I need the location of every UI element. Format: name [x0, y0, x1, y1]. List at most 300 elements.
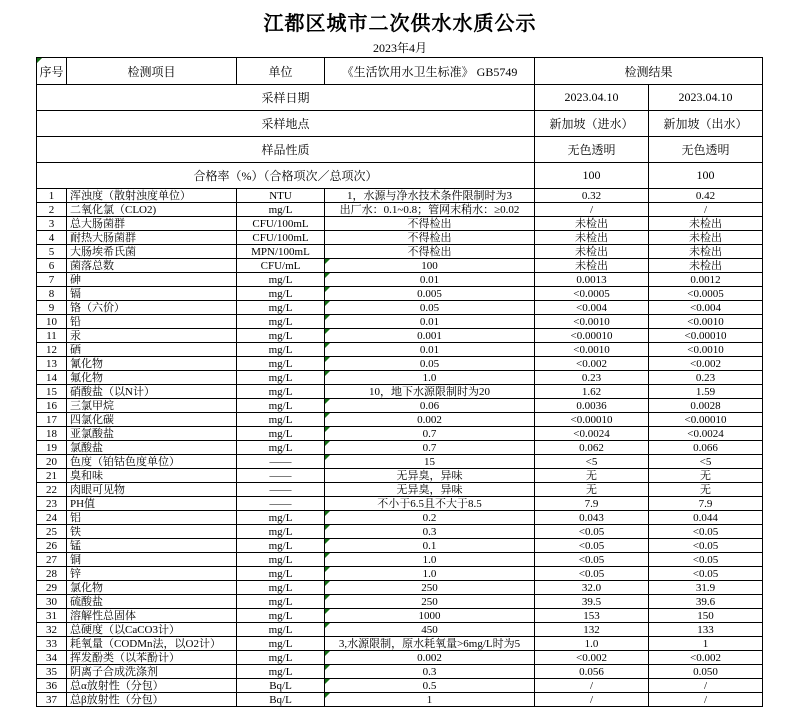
result-outlet: <0.002 — [649, 651, 763, 665]
result-outlet: / — [649, 203, 763, 217]
table-row — [37, 483, 763, 497]
result-outlet: 1.59 — [649, 385, 763, 399]
excel-flag-icon — [325, 273, 330, 278]
table-row — [37, 217, 763, 231]
table-row — [37, 623, 763, 637]
standard-value: 0.2 — [325, 511, 535, 525]
standard-value: 10，地下水源限制时为20 — [325, 385, 535, 399]
result-outlet: 39.6 — [649, 595, 763, 609]
unit: mg/L — [237, 399, 325, 413]
result-outlet: 无 — [649, 469, 763, 483]
table-row — [37, 581, 763, 595]
unit: CFU/100mL — [237, 231, 325, 245]
item-name: 锌 — [67, 567, 237, 581]
row-index: 15 — [37, 385, 67, 399]
item-name: 浑浊度（散射浊度单位） — [67, 189, 237, 203]
row-index: 26 — [37, 539, 67, 553]
standard-value: 1.0 — [325, 553, 535, 567]
table-row — [37, 553, 763, 567]
unit: mg/L — [237, 385, 325, 399]
item-name: 菌落总数 — [67, 259, 237, 273]
table-row — [37, 525, 763, 539]
item-name: 四氯化碳 — [67, 413, 237, 427]
table-row — [37, 385, 763, 399]
result-inlet: <0.05 — [535, 525, 649, 539]
info-value-outlet: 100 — [649, 163, 763, 189]
item-name: 铅 — [67, 315, 237, 329]
info-row — [37, 111, 763, 137]
excel-flag-icon — [325, 399, 330, 404]
unit: mg/L — [237, 329, 325, 343]
result-inlet: 132 — [535, 623, 649, 637]
standard-value: 1000 — [325, 609, 535, 623]
excel-flag-icon — [325, 343, 330, 348]
water-quality-table — [36, 57, 763, 707]
item-name: 镉 — [67, 287, 237, 301]
standard-value: 不小于6.5且不大于8.5 — [325, 497, 535, 511]
result-outlet: 未检出 — [649, 217, 763, 231]
col-header-index-label: 序号 — [39, 64, 64, 79]
item-name: 汞 — [67, 329, 237, 343]
item-name: 氟化物 — [67, 371, 237, 385]
result-inlet: <0.0024 — [535, 427, 649, 441]
standard-value: 0.5 — [325, 679, 535, 693]
unit: mg/L — [237, 315, 325, 329]
unit: mg/L — [237, 273, 325, 287]
row-index: 34 — [37, 651, 67, 665]
table-row — [37, 497, 763, 511]
row-index: 19 — [37, 441, 67, 455]
item-name: 色度（铂钴色度单位） — [67, 455, 237, 469]
result-inlet: 0.056 — [535, 665, 649, 679]
excel-flag-icon — [325, 301, 330, 306]
table-row — [37, 189, 763, 203]
result-outlet: / — [649, 679, 763, 693]
standard-value: 3,水源限制，原水耗氧量>6mg/L时为5 — [325, 637, 535, 651]
info-value-outlet: 新加坡（出水） — [649, 111, 763, 137]
result-outlet: 31.9 — [649, 581, 763, 595]
standard-value: 0.002 — [325, 413, 535, 427]
table-row — [37, 245, 763, 259]
result-outlet: 0.044 — [649, 511, 763, 525]
col-header-index — [37, 58, 67, 85]
result-outlet: <0.0010 — [649, 315, 763, 329]
table-row — [37, 665, 763, 679]
unit: mg/L — [237, 203, 325, 217]
unit: mg/L — [237, 581, 325, 595]
item-name: 三氯甲烷 — [67, 399, 237, 413]
unit: mg/L — [237, 343, 325, 357]
item-name: 耐热大肠菌群 — [67, 231, 237, 245]
standard-value: 250 — [325, 581, 535, 595]
info-label: 样品性质 — [37, 137, 535, 163]
result-outlet: 7.9 — [649, 497, 763, 511]
row-index: 3 — [37, 217, 67, 231]
row-index: 5 — [37, 245, 67, 259]
table-row — [37, 679, 763, 693]
row-index: 14 — [37, 371, 67, 385]
result-inlet: 1.0 — [535, 637, 649, 651]
standard-value: 0.06 — [325, 399, 535, 413]
result-inlet: 1.62 — [535, 385, 649, 399]
item-name: 总硬度（以CaCO3计） — [67, 623, 237, 637]
item-name: 挥发酚类（以苯酚计） — [67, 651, 237, 665]
unit: Bq/L — [237, 693, 325, 707]
result-outlet: <0.0024 — [649, 427, 763, 441]
excel-flag-icon — [325, 371, 330, 376]
result-inlet: / — [535, 693, 649, 707]
result-inlet: 153 — [535, 609, 649, 623]
row-index: 31 — [37, 609, 67, 623]
row-index: 20 — [37, 455, 67, 469]
unit: mg/L — [237, 427, 325, 441]
item-name: 溶解性总固体 — [67, 609, 237, 623]
table-row — [37, 637, 763, 651]
result-inlet: <0.004 — [535, 301, 649, 315]
info-section — [37, 85, 763, 189]
standard-value: 0.05 — [325, 357, 535, 371]
item-name: 氰化物 — [67, 357, 237, 371]
excel-flag-icon — [325, 413, 330, 418]
table-row — [37, 287, 763, 301]
result-outlet: 0.066 — [649, 441, 763, 455]
result-outlet: 1 — [649, 637, 763, 651]
unit: mg/L — [237, 441, 325, 455]
unit: mg/L — [237, 665, 325, 679]
result-inlet: 未检出 — [535, 245, 649, 259]
data-section — [37, 189, 763, 707]
unit: NTU — [237, 189, 325, 203]
unit: MPN/100mL — [237, 245, 325, 259]
col-header-unit: 单位 — [237, 58, 325, 85]
result-outlet: <0.05 — [649, 567, 763, 581]
unit: CFU/mL — [237, 259, 325, 273]
info-row — [37, 163, 763, 189]
table-row — [37, 371, 763, 385]
result-inlet: 0.32 — [535, 189, 649, 203]
result-inlet: / — [535, 203, 649, 217]
item-name: 总α放射性（分包） — [67, 679, 237, 693]
unit: mg/L — [237, 287, 325, 301]
row-index: 18 — [37, 427, 67, 441]
standard-value: 250 — [325, 595, 535, 609]
table-row — [37, 455, 763, 469]
standard-value: 15 — [325, 455, 535, 469]
unit: —— — [237, 455, 325, 469]
row-index: 37 — [37, 693, 67, 707]
item-name: 亚氯酸盐 — [67, 427, 237, 441]
info-row — [37, 137, 763, 163]
unit: mg/L — [237, 623, 325, 637]
table-row — [37, 315, 763, 329]
excel-flag-icon — [325, 567, 330, 572]
row-index: 27 — [37, 553, 67, 567]
result-outlet: 无 — [649, 483, 763, 497]
excel-flag-icon — [325, 329, 330, 334]
result-inlet: 0.062 — [535, 441, 649, 455]
row-index: 2 — [37, 203, 67, 217]
row-index: 6 — [37, 259, 67, 273]
table-row — [37, 329, 763, 343]
result-inlet: <5 — [535, 455, 649, 469]
result-inlet: <0.002 — [535, 651, 649, 665]
table-row — [37, 399, 763, 413]
excel-flag-icon — [325, 679, 330, 684]
standard-value: 0.001 — [325, 329, 535, 343]
excel-flag-icon — [325, 665, 330, 670]
info-value-inlet: 无色透明 — [535, 137, 649, 163]
col-header-result: 检测结果 — [535, 58, 763, 85]
table-row — [37, 511, 763, 525]
table-row — [37, 427, 763, 441]
info-row — [37, 85, 763, 111]
result-outlet: / — [649, 693, 763, 707]
item-name: 铬（六价） — [67, 301, 237, 315]
item-name: 氯酸盐 — [67, 441, 237, 455]
standard-value: 0.1 — [325, 539, 535, 553]
result-inlet: 未检出 — [535, 259, 649, 273]
item-name: 二氧化氯（CLO2) — [67, 203, 237, 217]
row-index: 7 — [37, 273, 67, 287]
result-inlet: <0.0005 — [535, 287, 649, 301]
info-value-inlet: 新加坡（进水） — [535, 111, 649, 137]
unit: —— — [237, 469, 325, 483]
row-index: 8 — [37, 287, 67, 301]
unit: mg/L — [237, 371, 325, 385]
item-name: 耗氧量（CODMn法，以O2计） — [67, 637, 237, 651]
result-outlet: 未检出 — [649, 259, 763, 273]
row-index: 4 — [37, 231, 67, 245]
row-index: 25 — [37, 525, 67, 539]
row-index: 30 — [37, 595, 67, 609]
standard-value: 1，水源与净水技术条件限制时为3 — [325, 189, 535, 203]
result-inlet: <0.0010 — [535, 315, 649, 329]
unit: mg/L — [237, 539, 325, 553]
item-name: 肉眼可见物 — [67, 483, 237, 497]
row-index: 29 — [37, 581, 67, 595]
standard-value: 0.01 — [325, 315, 535, 329]
result-outlet: 0.0028 — [649, 399, 763, 413]
table-row — [37, 567, 763, 581]
standard-value: 0.01 — [325, 273, 535, 287]
unit: mg/L — [237, 511, 325, 525]
item-name: 砷 — [67, 273, 237, 287]
result-inlet: 无 — [535, 469, 649, 483]
item-name: 大肠埃希氏菌 — [67, 245, 237, 259]
row-index: 12 — [37, 343, 67, 357]
result-outlet: <0.05 — [649, 539, 763, 553]
result-outlet: <0.05 — [649, 553, 763, 567]
standard-value: 0.7 — [325, 441, 535, 455]
col-header-item: 检测项目 — [67, 58, 237, 85]
unit: mg/L — [237, 357, 325, 371]
standard-value: 0.3 — [325, 665, 535, 679]
excel-flag-icon — [325, 651, 330, 656]
standard-value: 0.3 — [325, 525, 535, 539]
info-value-outlet: 2023.04.10 — [649, 85, 763, 111]
result-outlet: <5 — [649, 455, 763, 469]
info-value-outlet: 无色透明 — [649, 137, 763, 163]
row-index: 9 — [37, 301, 67, 315]
result-inlet: 39.5 — [535, 595, 649, 609]
excel-flag-icon — [325, 315, 330, 320]
unit: —— — [237, 497, 325, 511]
row-index: 1 — [37, 189, 67, 203]
row-index: 32 — [37, 623, 67, 637]
row-index: 36 — [37, 679, 67, 693]
item-name: 铁 — [67, 525, 237, 539]
unit: mg/L — [237, 637, 325, 651]
info-value-inlet: 100 — [535, 163, 649, 189]
standard-value: 0.002 — [325, 651, 535, 665]
row-index: 11 — [37, 329, 67, 343]
result-inlet: 未检出 — [535, 217, 649, 231]
excel-flag-icon — [325, 525, 330, 530]
result-inlet: / — [535, 679, 649, 693]
table-row — [37, 609, 763, 623]
excel-flag-icon — [325, 427, 330, 432]
result-outlet: <0.00010 — [649, 413, 763, 427]
unit: mg/L — [237, 567, 325, 581]
table-row — [37, 693, 763, 707]
item-name: 硫酸盐 — [67, 595, 237, 609]
result-inlet: 0.043 — [535, 511, 649, 525]
row-index: 23 — [37, 497, 67, 511]
item-name: PH值 — [67, 497, 237, 511]
table-row — [37, 301, 763, 315]
standard-value: 0.05 — [325, 301, 535, 315]
standard-value: 无异臭，异味 — [325, 469, 535, 483]
result-inlet: <0.05 — [535, 539, 649, 553]
standard-value: 无异臭，异味 — [325, 483, 535, 497]
result-inlet: 未检出 — [535, 231, 649, 245]
standard-value: 不得检出 — [325, 245, 535, 259]
page-title: 江都区城市二次供水水质公示 — [263, 13, 537, 35]
result-inlet: 7.9 — [535, 497, 649, 511]
info-value-inlet: 2023.04.10 — [535, 85, 649, 111]
result-outlet: <0.004 — [649, 301, 763, 315]
result-outlet: 未检出 — [649, 231, 763, 245]
excel-flag-icon — [325, 693, 330, 698]
unit: mg/L — [237, 301, 325, 315]
table-row — [37, 413, 763, 427]
item-name: 总β放射性（分包） — [67, 693, 237, 707]
unit: CFU/100mL — [237, 217, 325, 231]
unit: Bq/L — [237, 679, 325, 693]
excel-flag-icon — [325, 357, 330, 362]
item-name: 氯化物 — [67, 581, 237, 595]
row-index: 24 — [37, 511, 67, 525]
page-subtitle: 2023年4月 — [372, 41, 427, 55]
result-inlet: 无 — [535, 483, 649, 497]
unit: mg/L — [237, 413, 325, 427]
item-name: 硝酸盐（以N计） — [67, 385, 237, 399]
standard-value: 不得检出 — [325, 231, 535, 245]
unit: mg/L — [237, 595, 325, 609]
result-outlet: 0.0012 — [649, 273, 763, 287]
standard-value: 1 — [325, 693, 535, 707]
table-row — [37, 343, 763, 357]
result-inlet: 0.0013 — [535, 273, 649, 287]
excel-flag-icon — [325, 609, 330, 614]
result-outlet: 150 — [649, 609, 763, 623]
row-index: 17 — [37, 413, 67, 427]
row-index: 13 — [37, 357, 67, 371]
excel-flag-icon — [325, 581, 330, 586]
table-row — [37, 357, 763, 371]
result-inlet: <0.00010 — [535, 329, 649, 343]
unit: mg/L — [237, 651, 325, 665]
item-name: 锰 — [67, 539, 237, 553]
unit: mg/L — [237, 525, 325, 539]
unit: mg/L — [237, 609, 325, 623]
result-outlet: 0.050 — [649, 665, 763, 679]
standard-value: 450 — [325, 623, 535, 637]
unit: —— — [237, 483, 325, 497]
standard-value: 0.7 — [325, 427, 535, 441]
excel-flag-icon — [325, 511, 330, 516]
result-outlet: <0.002 — [649, 357, 763, 371]
excel-flag-icon — [325, 287, 330, 292]
unit: mg/L — [237, 553, 325, 567]
excel-flag-icon — [325, 595, 330, 600]
standard-value: 出厂水：0.1~0.8；管网末稍水：≥0.02 — [325, 203, 535, 217]
info-label: 采样日期 — [37, 85, 535, 111]
result-outlet: <0.0005 — [649, 287, 763, 301]
row-index: 10 — [37, 315, 67, 329]
result-outlet: <0.05 — [649, 525, 763, 539]
table-row — [37, 273, 763, 287]
row-index: 28 — [37, 567, 67, 581]
standard-value: 100 — [325, 259, 535, 273]
item-name: 阴离子合成洗涤剂 — [67, 665, 237, 679]
result-inlet: 0.23 — [535, 371, 649, 385]
result-inlet: <0.0010 — [535, 343, 649, 357]
item-name: 总大肠菌群 — [67, 217, 237, 231]
row-index: 35 — [37, 665, 67, 679]
column-header-row — [37, 58, 763, 85]
table-row — [37, 231, 763, 245]
row-index: 16 — [37, 399, 67, 413]
row-index: 22 — [37, 483, 67, 497]
item-name: 铝 — [67, 511, 237, 525]
result-outlet: 133 — [649, 623, 763, 637]
table-row — [37, 651, 763, 665]
table-row — [37, 203, 763, 217]
result-inlet: <0.05 — [535, 553, 649, 567]
col-header-standard: 《生活饮用水卫生标准》 GB5749 — [325, 58, 535, 85]
table-row — [37, 259, 763, 273]
excel-flag-icon — [325, 259, 330, 264]
standard-value: 1.0 — [325, 371, 535, 385]
result-inlet: 32.0 — [535, 581, 649, 595]
result-inlet: <0.05 — [535, 567, 649, 581]
result-outlet: <0.0010 — [649, 343, 763, 357]
info-label: 采样地点 — [37, 111, 535, 137]
standard-value: 1.0 — [325, 567, 535, 581]
standard-value: 0.01 — [325, 343, 535, 357]
excel-flag-icon — [325, 553, 330, 558]
table-row — [37, 595, 763, 609]
result-inlet: 0.0036 — [535, 399, 649, 413]
table-row — [37, 469, 763, 483]
table-row — [37, 539, 763, 553]
result-outlet: <0.00010 — [649, 329, 763, 343]
standard-value: 0.005 — [325, 287, 535, 301]
standard-value: 不得检出 — [325, 217, 535, 231]
excel-flag-icon — [37, 58, 42, 63]
item-name: 硒 — [67, 343, 237, 357]
